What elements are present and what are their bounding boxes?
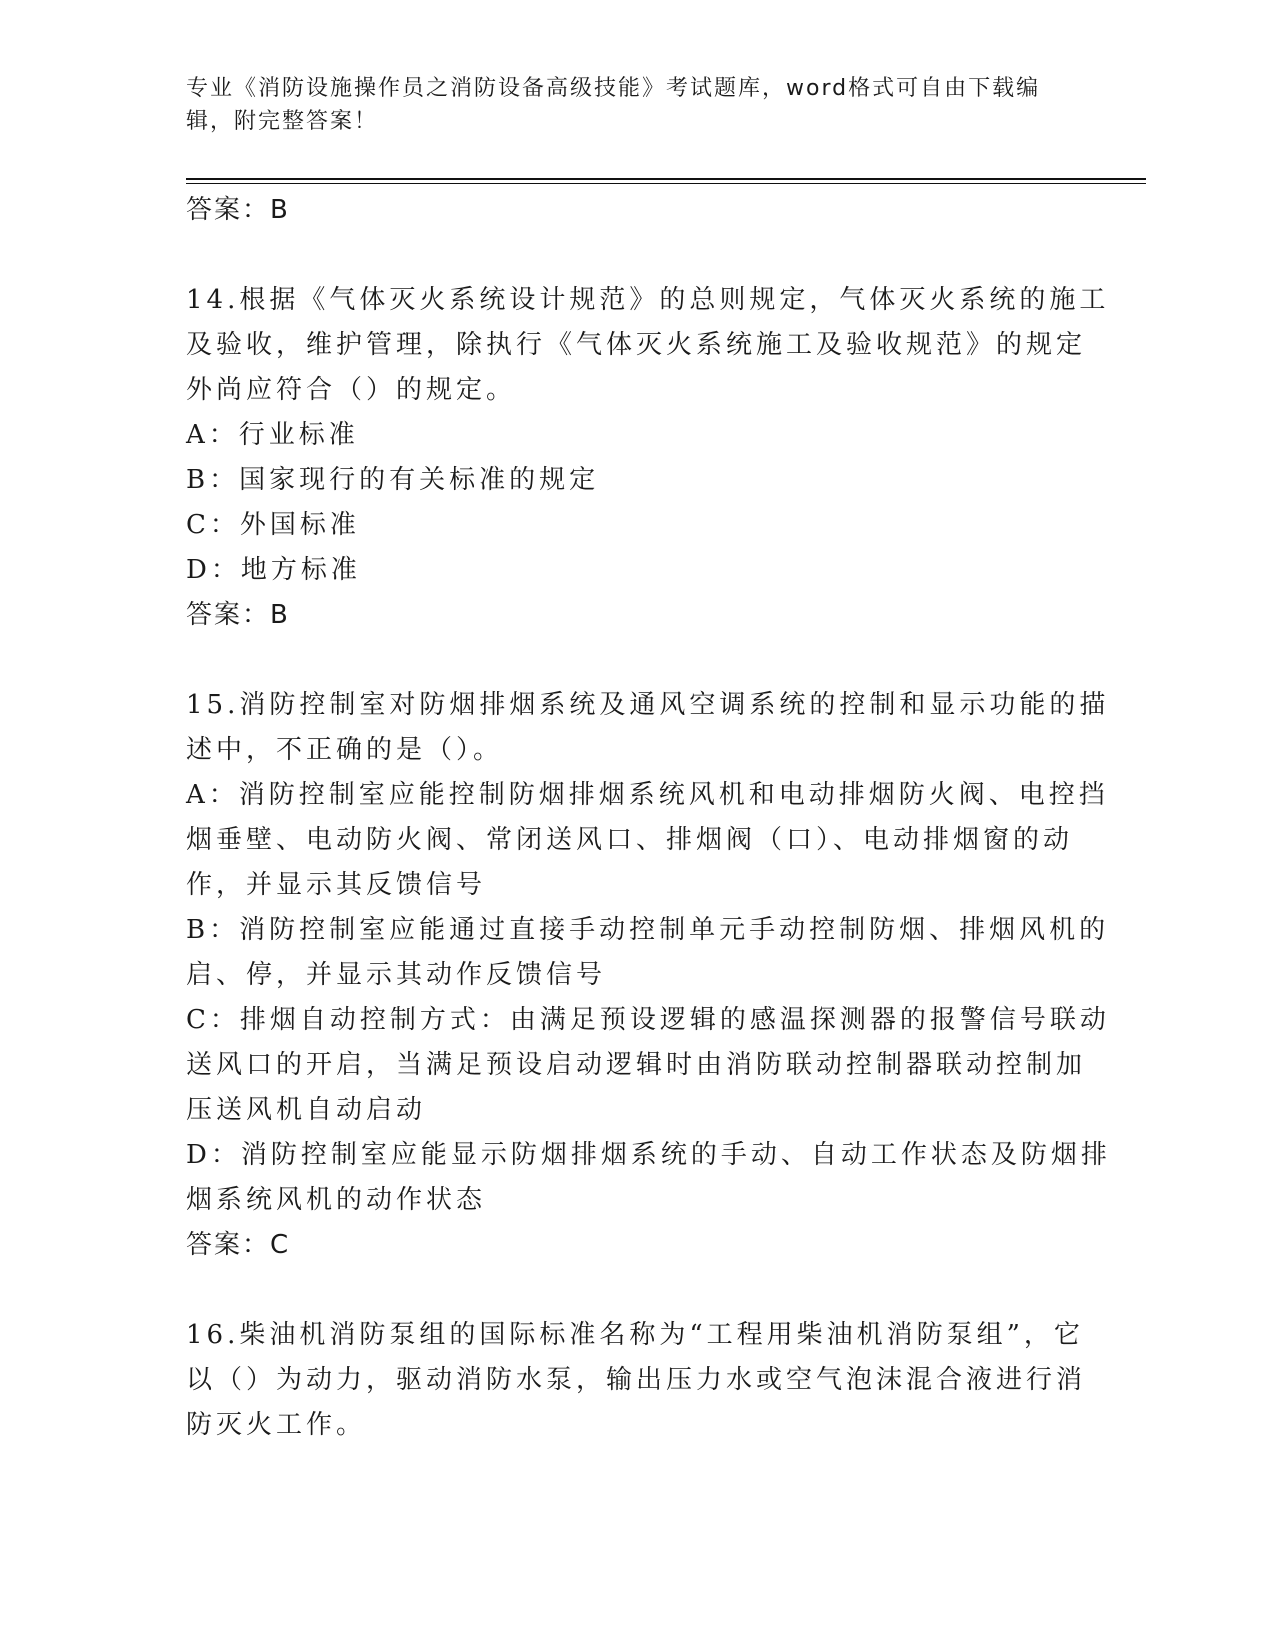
option-a-cont: 作，并显示其反馈信号 <box>186 870 487 900</box>
option-a: A：消防控制室应能控制防烟排烟系统风机和电动排烟防火阀、电控挡 <box>186 780 1109 810</box>
option-b-cont: 启、停，并显示其动作反馈信号 <box>186 960 607 990</box>
header-rule-thin <box>186 183 1146 184</box>
document-body <box>186 188 1111 1448</box>
header-line: 专业《消防设施操作员之消防设备高级技能》考试题库，word格式可自由下载编 <box>186 76 1041 101</box>
question-15 <box>186 683 1111 1268</box>
option-c-cont: 送风口的开启，当满足预设启动逻辑时由消防联动控制器联动控制加 <box>186 1050 1087 1080</box>
option-c-cont: 压送风机自动启动 <box>186 1095 427 1125</box>
option-b: B：国家现行的有关标准的规定 <box>186 465 600 495</box>
answer-line: 答案：C <box>186 1230 291 1260</box>
question-stem-line: 外尚应符合（）的规定。 <box>186 375 517 405</box>
option-d-cont: 烟系统风机的动作状态 <box>186 1185 487 1215</box>
answer-line: 答案：B <box>186 600 290 630</box>
option-c: C：排烟自动控制方式：由满足预设逻辑的感温探测器的报警信号联动 <box>186 1005 1110 1035</box>
header-rule <box>186 178 1146 180</box>
question-14 <box>186 278 1110 638</box>
document-header <box>186 72 1066 138</box>
answer-line: 答案：B <box>186 195 290 225</box>
header-line: 辑，附完整答案！ <box>186 109 379 134</box>
option-c: C：外国标准 <box>186 510 360 540</box>
option-b: B：消防控制室应能通过直接手动控制单元手动控制防烟、排烟风机的 <box>186 915 1110 945</box>
option-d: D：地方标准 <box>186 555 361 585</box>
option-a-cont: 烟垂壁、电动防火阀、常闭送风口、排烟阀（口）、电动排烟窗的动 <box>186 825 1074 855</box>
question-16 <box>186 1313 1087 1448</box>
option-a: A：行业标准 <box>186 420 359 450</box>
question-stem-line: 及验收，维护管理，除执行《气体灭火系统施工及验收规范》的规定 <box>186 330 1087 360</box>
question-stem-line: 15.消防控制室对防烟排烟系统及通风空调系统的控制和显示功能的描 <box>186 690 1110 720</box>
option-d: D：消防控制室应能显示防烟排烟系统的手动、自动工作状态及防烟排 <box>186 1140 1111 1170</box>
question-stem-line: 16.柴油机消防泵组的国际标准名称为“工程用柴油机消防泵组”，它 <box>186 1320 1084 1350</box>
question-stem-line: 以（）为动力，驱动消防水泵，输出压力水或空气泡沫混合液进行消 <box>186 1365 1087 1395</box>
question-stem-line: 述中，不正确的是（）。 <box>186 735 504 765</box>
question-stem-line: 14.根据《气体灭火系统设计规范》的总则规定，气体灭火系统的施工 <box>186 285 1110 315</box>
question-stem-line: 防灭火工作。 <box>186 1410 367 1440</box>
